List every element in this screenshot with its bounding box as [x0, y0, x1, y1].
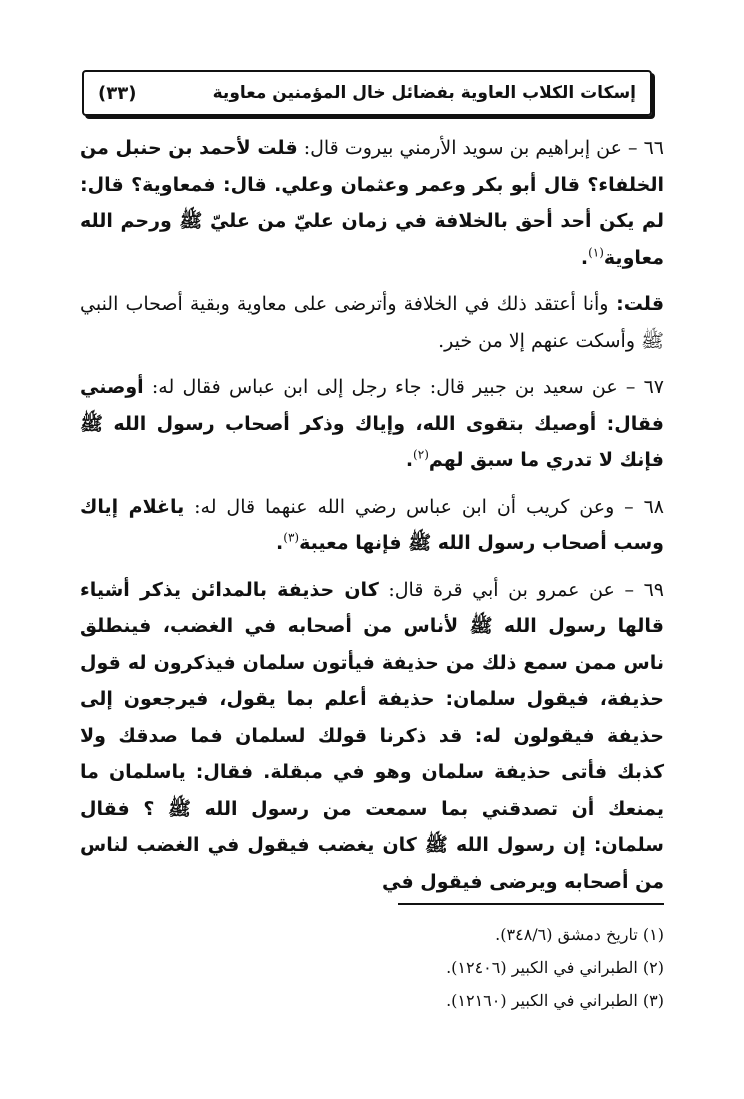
text-segment: .	[405, 449, 414, 471]
footnote-divider	[398, 903, 664, 905]
page-number: (٣٣)	[98, 82, 137, 104]
footnote-1: (١) تاريخ دمشق (٣٤٨/٦).	[495, 925, 664, 944]
text-segment: .	[580, 246, 589, 269]
paragraph-comment	[80, 286, 664, 359]
quote-text: أوصني فقال: أوصيك بتقوى الله، وإياك وذكر أصحاب رسول الله ﷺ فإنك لا تدري ما سبق لهم	[80, 376, 664, 471]
text-segment: وأنا أعتقد ذلك في الخلافة وأترضى على معاوية وبقية أصحاب النبي ﷺ وأسكت عنهم إلا من خير.	[80, 293, 664, 352]
running-header	[82, 70, 652, 116]
paragraph-67	[80, 369, 664, 479]
comment-label: قلت:	[608, 293, 665, 315]
text-segment: ٦٧ – عن سعيد بن جبير قال: جاء رجل إلى ابن عباس فقال له:	[143, 376, 664, 398]
footnote-ref-3[interactable]: (٣)	[283, 530, 300, 545]
footnote-2: (٢) الطبراني في الكبير (١٢٤٠٦).	[446, 958, 664, 977]
footnotes	[80, 918, 664, 1017]
paragraph-68	[80, 489, 664, 562]
text-segment: ٦٨ – وعن كريب أن ابن عباس رضي الله عنهما قال له:	[184, 495, 664, 518]
quote-text: كان حذيفة بالمدائن يذكر أشياء قالها رسول الله ﷺ لأناس من أصحابه في الغضب، فينطلق ناس ممن سمع ذلك من حذيفة فيأتون سلمان فيذكرون له قول حذيفة، فيقول سلمان: حذيفة أعلم بما يقول، فيرجعون إلى حذيفة فيقولون له: قد ذكرنا قولك لسلمان فما صدقك ولا كذبك فأتى حذيفة سلمان وهو في مبقلة. فقال: ياسلمان ما يمنعك أن تصدقني بما سمعت من رسول الله ﷺ ؟ فقال سلمان: إن رسول الله ﷺ كان يغضب فيقول في الغضب لناس من أصحابه ويرضى فيقول في	[80, 578, 664, 893]
paragraph-69	[80, 572, 664, 901]
footnote-ref-1[interactable]: (١)	[588, 245, 604, 260]
footnote-3: (٣) الطبراني في الكبير (١٢١٦٠).	[446, 991, 664, 1010]
main-text	[80, 130, 664, 910]
quote-text: ياغلام إياك وسب أصحاب رسول الله ﷺ فإنها معيبة	[80, 495, 664, 554]
paragraph-66	[80, 130, 664, 276]
text-segment: ٦٦ – عن إبراهيم بن سويد الأرمني بيروت قال:	[297, 137, 664, 159]
quote-text: قلت لأحمد بن حنبل من الخلفاء؟ قال أبو بكر وعمر وعثمان وعلي. قال: فمعاوية؟ قال: لم يكن أحد أحق بالخلافة في زمان عليّ من عليّ ﷺ ورحم الله معاوية	[80, 137, 664, 269]
book-title: إسكات الكلاب العاوية بفضائل خال المؤمنين معاوية	[212, 83, 636, 103]
text-segment: ٦٩ – عن عمرو بن أبي قرة قال:	[378, 578, 665, 601]
text-segment: .	[276, 532, 284, 554]
footnote-ref-2[interactable]: (٢)	[413, 447, 429, 462]
